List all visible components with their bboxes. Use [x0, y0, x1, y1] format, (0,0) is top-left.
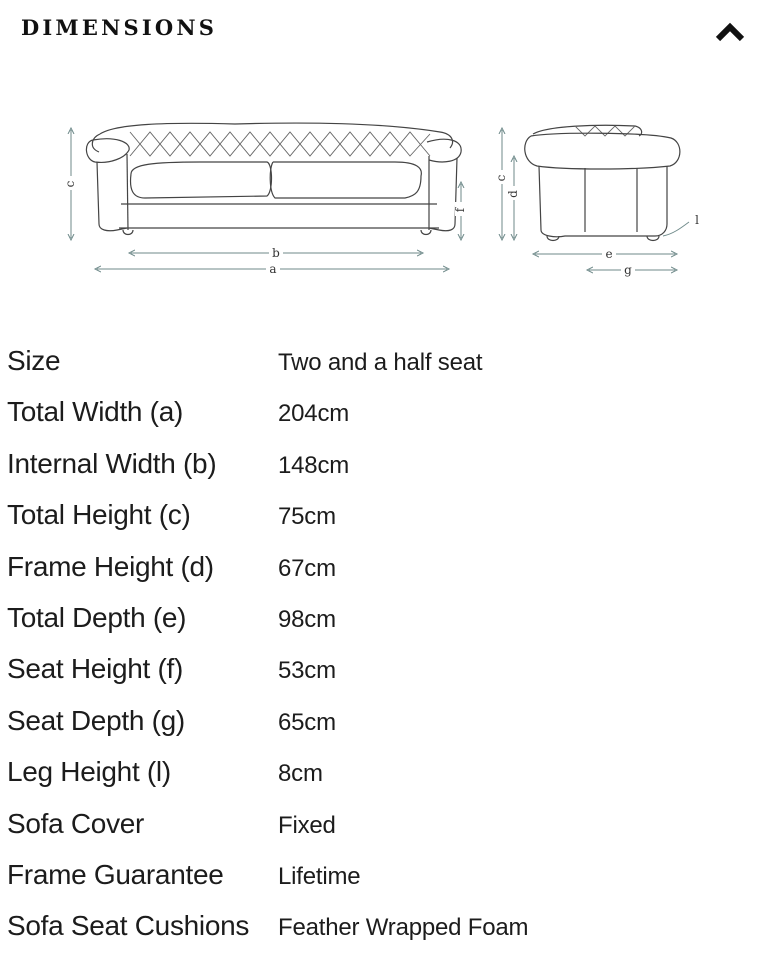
spec-row-frame-height — [7, 543, 757, 594]
spec-label: Seat Height (f) — [7, 653, 184, 685]
spec-label: Seat Depth (g) — [7, 704, 185, 736]
spec-value: Fixed — [278, 811, 336, 839]
dim-label-c-front: c — [63, 180, 77, 188]
spec-label: Frame Guarantee — [7, 858, 224, 890]
collapse-button[interactable] — [712, 18, 748, 46]
spec-row-internal-width — [7, 440, 757, 491]
spec-row-seat-cushions — [7, 902, 757, 953]
dimensions-spec-table — [7, 337, 757, 954]
dim-label-a: a — [269, 262, 277, 276]
spec-label: Total Depth (e) — [7, 601, 187, 633]
section-title: DIMENSIONS — [21, 15, 218, 40]
dim-label-l: l — [695, 213, 699, 227]
spec-row-seat-depth — [7, 697, 757, 748]
spec-row-frame-guarantee — [7, 851, 757, 902]
spec-label: Sofa Seat Cushions — [7, 910, 250, 942]
side-dimension-lines — [502, 130, 675, 270]
spec-row-seat-height — [7, 645, 757, 696]
spec-value: Two and a half seat — [278, 349, 483, 376]
spec-label: Leg Height (l) — [7, 756, 171, 788]
spec-label: Internal Width (b) — [7, 447, 217, 479]
dim-label-g: g — [624, 263, 632, 277]
spec-row-size — [7, 337, 757, 388]
spec-row-total-width — [7, 388, 757, 439]
dim-label-e: e — [605, 247, 613, 261]
spec-label: Size — [7, 345, 61, 376]
spec-value: 204cm — [278, 400, 350, 428]
spec-label: Frame Height (d) — [7, 550, 214, 582]
dim-label-b: b — [272, 246, 280, 260]
spec-row-leg-height — [7, 748, 757, 799]
spec-value: 8cm — [278, 760, 323, 788]
spec-row-sofa-cover — [7, 800, 757, 851]
dim-label-c-side: c — [494, 174, 508, 182]
spec-row-total-depth — [7, 594, 757, 645]
sofa-diagram-svg — [55, 112, 715, 334]
chevron-up-icon — [712, 18, 748, 46]
sofa-dimensions-diagram — [55, 112, 715, 334]
spec-label: Total Width (a) — [7, 396, 183, 428]
spec-value: Feather Wrapped Foam — [278, 914, 529, 942]
spec-value: 65cm — [278, 708, 336, 736]
dim-label-f: f — [453, 207, 467, 213]
sofa-front-view — [86, 123, 461, 234]
spec-value: 53cm — [278, 657, 336, 685]
spec-label: Sofa Cover — [7, 807, 145, 839]
spec-label: Total Height (c) — [7, 499, 191, 531]
dim-label-d: d — [506, 190, 520, 198]
spec-value: 148cm — [278, 451, 350, 479]
spec-value: 98cm — [278, 605, 336, 633]
spec-row-total-height — [7, 491, 757, 542]
sofa-side-view — [525, 125, 680, 240]
dimensions-header[interactable] — [0, 0, 768, 62]
spec-value: Lifetime — [278, 862, 361, 890]
spec-value: 67cm — [278, 554, 336, 582]
spec-value: 75cm — [278, 503, 336, 531]
